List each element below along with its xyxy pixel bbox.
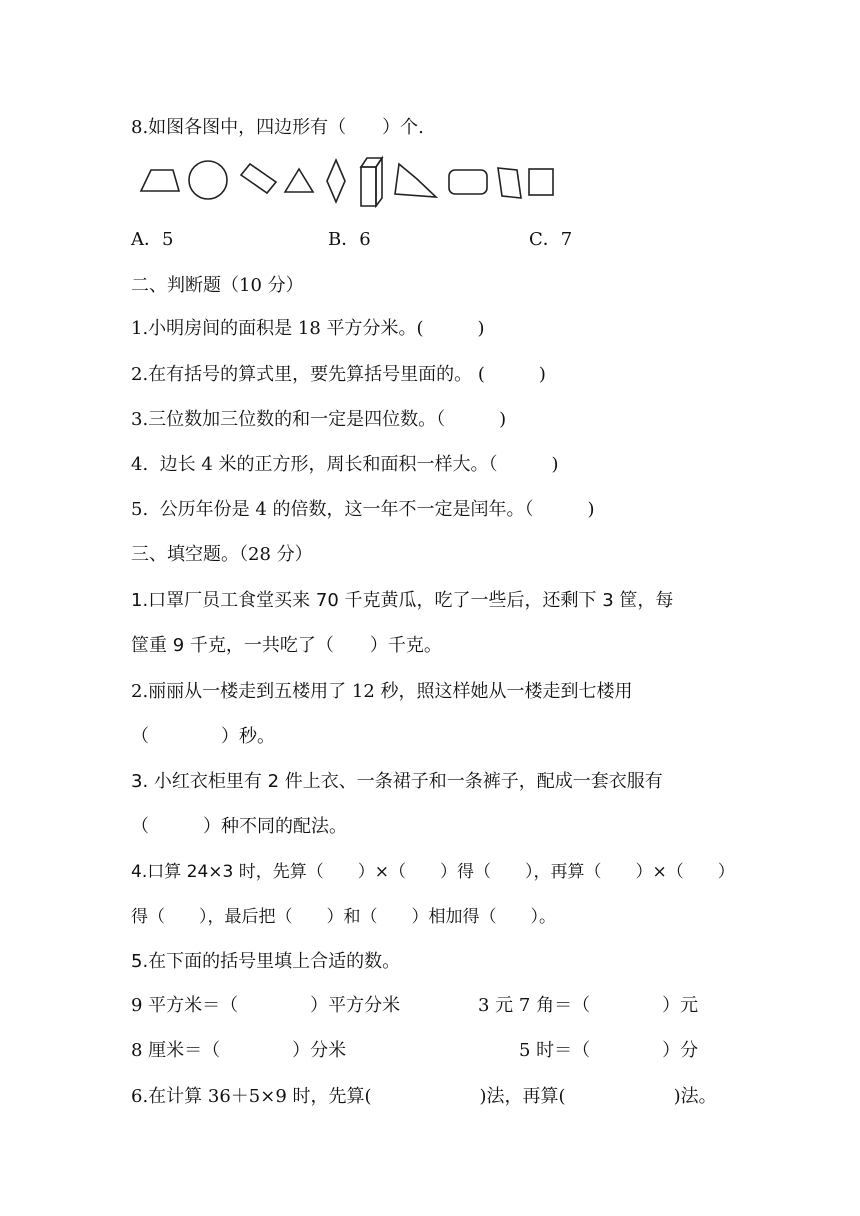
fill-q3-line2: （ ）种不同的配法。: [131, 816, 347, 837]
square-shape: [529, 169, 553, 195]
option-b: B．6: [328, 229, 371, 250]
trapezoid-shape: [141, 170, 179, 191]
q8-options: [131, 228, 631, 252]
judge-item-3: 3.三位数加三位数的和一定是四位数。（ ): [131, 409, 507, 430]
fill-q4-line1: 4.口算 24×3 时，先算（ ）×（ ）得（ ），再算（ ）×（ ）: [131, 862, 735, 882]
fill-q2-line2: （ ）秒。: [131, 726, 275, 747]
fill-q5-row2-left: 8 厘米＝（ ）分米: [131, 1040, 347, 1061]
fill-q3-line1: 3. 小红衣柜里有 2 件上衣、一条裙子和一条裤子，配成一套衣服有: [131, 771, 663, 792]
judge-item-1: 1.小明房间的面积是 18 平方分米。( ): [131, 318, 485, 339]
section3-heading: 三、填空题。（28 分）: [131, 544, 313, 565]
quadrilateral-shape: [395, 164, 436, 197]
fill-q1-line2: 筐重 9 千克，一共吃了（ ）千克。: [131, 635, 442, 656]
fill-q5-prompt: 5.在下面的括号里填上合适的数。: [131, 951, 401, 972]
shapes-figure: [131, 150, 571, 212]
judge-item-5: 5. 公历年份是 4 的倍数，这一年不一定是闰年。（ ): [131, 499, 595, 520]
option-a: A．5: [131, 229, 174, 250]
cuboid-shape: [361, 158, 382, 206]
judge-item-4: 4. 边长 4 米的正方形，周长和面积一样大。（ ): [131, 454, 559, 475]
q8-question: 8.如图各图中，四边形有（ ）个.: [131, 117, 424, 138]
parallelogram-shape: [498, 168, 521, 198]
triangle-shape: [285, 169, 313, 192]
judge-item-2: 2.在有括号的算式里，要先算括号里面的。 ( ): [131, 364, 546, 385]
fill-q5-row1-right: 3 元 7 角＝（ ）元: [478, 995, 699, 1016]
rounded-rectangle-shape: [449, 170, 487, 194]
fill-q5-row1-left: 9 平方米＝（ ）平方分米: [131, 995, 401, 1016]
section2-heading: 二、判断题（10 分）: [131, 275, 304, 296]
fill-q6: 6.在计算 36＋5×9 时，先算( )法，再算( )法。: [131, 1086, 717, 1107]
fill-q5-row2-right: 5 时＝（ ）分: [519, 1040, 699, 1061]
fill-q2-line1: 2.丽丽从一楼走到五楼用了 12 秒，照这样她从一楼走到七楼用: [131, 681, 633, 702]
fill-q4-line2: 得（ ），最后把（ ）和（ ）相加得（ ）。: [131, 907, 556, 927]
circle-shape: [189, 161, 227, 199]
fill-q1-line1: 1.口罩厂员工食堂买来 70 千克黄瓜，吃了一些后，还剩下 3 筐，每: [131, 590, 674, 611]
rhombus-shape: [327, 160, 345, 202]
option-c: C．7: [529, 229, 573, 250]
tilted-rectangle-shape: [241, 164, 276, 193]
